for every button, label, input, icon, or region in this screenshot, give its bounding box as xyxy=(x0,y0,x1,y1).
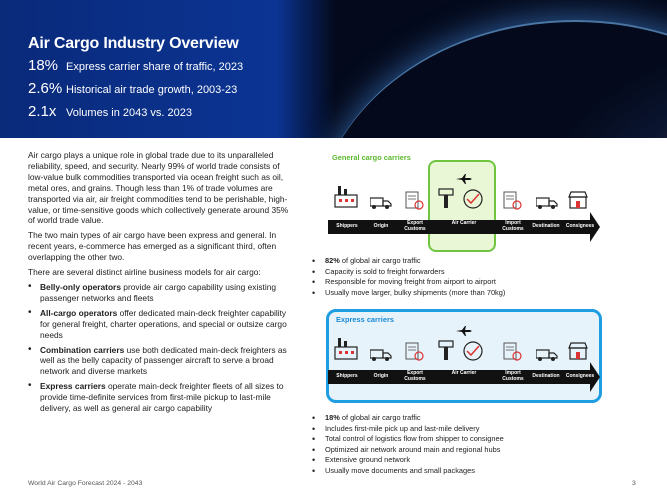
model-desc: provide air cargo capability using existing passenger networks and fleets xyxy=(40,281,277,303)
general-carriers-label: General cargo carriers xyxy=(332,153,411,162)
bullet-text: Total control of logistics flow from shipper to consignee xyxy=(325,434,504,444)
paragraph-models: There are several distinct airline business models for air cargo: xyxy=(28,267,261,278)
bullet-text: of global air cargo traffic xyxy=(339,256,421,265)
business-model-list xyxy=(28,282,290,414)
bullet-text: Capacity is sold to freight forwarders xyxy=(325,266,445,276)
list-item xyxy=(312,288,505,299)
paragraph-intro: Air cargo plays a unique role in global trade due to its unparalleled reliability, speed, and security. Nearly 99% of world trade consists of low-value bulk commodities transported via ocean freight such as oil, metal ores, and grains. Though less than 1% of trade volumes are transported via air, air freight commodities tend to be perishable, high-value, or time-sensitive goods which collectively generate around 35% of world trade value. xyxy=(28,150,289,226)
customs-document-icon xyxy=(405,191,425,211)
header-banner xyxy=(0,0,667,138)
list-item xyxy=(312,466,504,477)
step-consignees: Consignees xyxy=(565,373,595,379)
airplane-icon xyxy=(456,174,472,184)
store-icon xyxy=(568,190,588,210)
highlight-value: 18% xyxy=(325,413,340,422)
step-export-customs: Export Customs xyxy=(404,220,426,232)
list-item xyxy=(312,413,504,424)
footer-title: World Air Cargo Forecast 2024 - 2043 xyxy=(28,480,143,487)
customs-document-icon xyxy=(405,342,425,362)
page-number: 3 xyxy=(632,480,636,487)
stat-label: Historical air trade growth, 2003-23 xyxy=(66,84,238,96)
store-icon xyxy=(568,341,588,361)
list-item xyxy=(28,308,290,341)
bullet-text: Includes first-mile pick up and last-mile delivery xyxy=(325,423,480,433)
step-air-carrier: Air Carrier xyxy=(451,370,477,376)
customs-document-icon xyxy=(503,342,523,362)
step-export-customs: Export Customs xyxy=(404,370,426,382)
stat-trade-growth xyxy=(28,80,237,97)
highlight-value: 82% xyxy=(325,256,340,265)
control-tower-icon xyxy=(436,186,460,210)
model-desc: offer dedicated main-deck freighter capability for general freight, charter operations, and special or outsize cargo needs xyxy=(40,307,287,340)
stat-volumes xyxy=(28,103,192,120)
step-shippers: Shippers xyxy=(336,223,358,229)
list-item xyxy=(312,267,505,278)
paragraph-types: The two main types of air cargo have been express and general. In recent years, e-commerce has emerged as a significant third, often overlapping the other two. xyxy=(28,230,277,263)
step-shippers: Shippers xyxy=(336,373,358,379)
bullet-text: of global air cargo traffic xyxy=(339,413,421,422)
step-import-customs: Import Customs xyxy=(502,220,524,232)
step-origin: Origin xyxy=(373,223,389,229)
bullet-text: Usually move larger, bulky shipments (more than 70kg) xyxy=(325,287,506,297)
bullet-text: Usually move documents and small packages xyxy=(325,465,475,475)
stat-express-share xyxy=(28,57,243,74)
general-bullets xyxy=(312,256,505,298)
list-item xyxy=(312,277,505,288)
list-item xyxy=(312,445,504,456)
model-name: Express carriers xyxy=(40,381,106,392)
stat-value: 2.6% xyxy=(28,80,63,97)
bullet-text: Extensive ground network xyxy=(325,455,411,465)
bullet-text: Responsible for moving freight from airport to airport xyxy=(325,277,496,287)
truck-icon xyxy=(536,348,558,362)
step-destination: Destination xyxy=(532,373,560,379)
globe-icon xyxy=(462,340,484,362)
model-name: Combination carriers xyxy=(40,344,125,355)
truck-icon xyxy=(370,348,392,362)
list-item xyxy=(312,256,505,267)
step-destination: Destination xyxy=(532,223,560,229)
control-tower-icon xyxy=(436,338,460,362)
truck-icon xyxy=(536,196,558,210)
express-carriers-label: Express carriers xyxy=(336,315,394,324)
model-desc: use both dedicated main-deck freighters as well as the belly capacity of passenger aircraft to serve a broad network and diverse markets xyxy=(40,344,287,377)
airplane-icon xyxy=(456,326,472,336)
list-item xyxy=(312,424,504,435)
factory-icon xyxy=(333,335,359,361)
customs-document-icon xyxy=(503,191,523,211)
step-origin: Origin xyxy=(373,373,389,379)
list-item xyxy=(28,345,290,378)
stat-value: 2.1x xyxy=(28,103,57,120)
express-bullets xyxy=(312,413,504,477)
step-import-customs: Import Customs xyxy=(502,370,524,382)
truck-icon xyxy=(370,196,392,210)
step-air-carrier: Air Carrier xyxy=(451,220,477,226)
page-title: Air Cargo Industry Overview xyxy=(28,35,239,52)
model-name: Belly-only operators xyxy=(40,281,121,292)
stat-label: Express carrier share of traffic, 2023 xyxy=(66,61,244,73)
model-desc: operate main-deck freighter fleets of all sizes to provide time-definite services from first-mile pickup to last-mile delivery, as well as general air cargo capability xyxy=(40,381,284,414)
list-item xyxy=(312,434,504,445)
model-name: All-cargo operators xyxy=(40,307,118,318)
factory-icon xyxy=(333,183,359,209)
body-text xyxy=(28,150,290,418)
list-item xyxy=(312,455,504,466)
stat-value: 18% xyxy=(28,57,59,74)
list-item xyxy=(28,381,290,414)
globe-icon xyxy=(462,188,484,210)
bullet-text: Optimized air network around main and regional hubs xyxy=(325,444,501,454)
globe-image xyxy=(275,0,667,138)
list-item xyxy=(28,282,290,304)
stat-label: Volumes in 2043 vs. 2023 xyxy=(66,107,192,119)
step-consignees: Consignees xyxy=(565,223,595,229)
